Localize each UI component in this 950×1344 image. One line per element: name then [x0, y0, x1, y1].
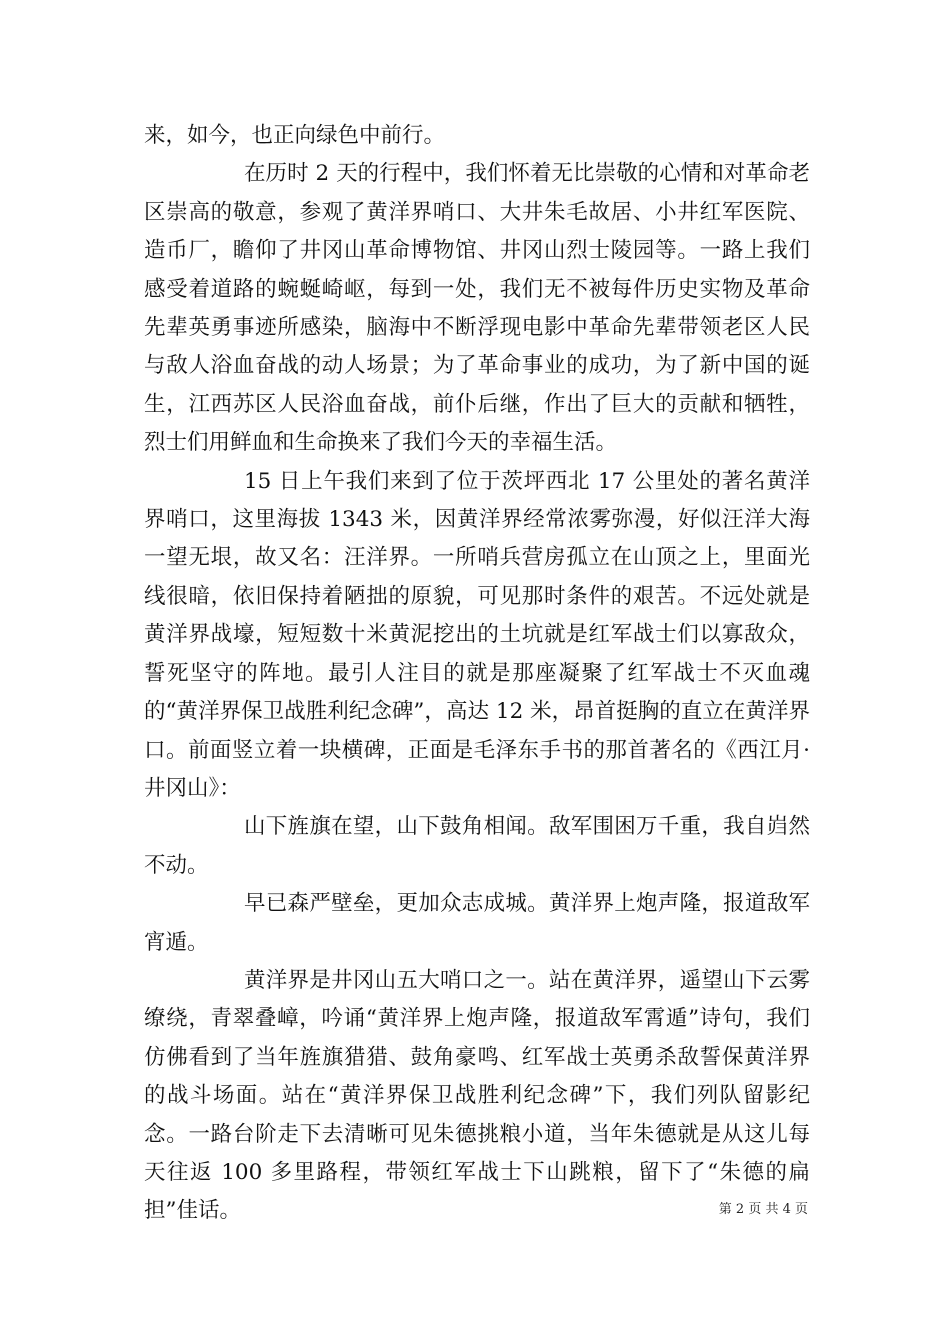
poem-line-1: 山下旌旗在望，山下鼓角相闻。敌军围困万千重，我自岿然不动。: [144, 814, 810, 878]
page-number-footer: 第 2 页 共 4 页: [718, 1202, 808, 1217]
document-body: [144, 117, 810, 1231]
poem-line-2: 早已森严壁垒，更加众志成城。黄洋界上炮声隆，报道敌军宵遁。: [144, 891, 810, 955]
paragraph-trip-overview: 在历时 2 天的行程中，我们怀着无比崇敬的心情和对革命老区崇高的敬意，参观了黄洋界哨口、大井朱毛故居、小井红军医院、造币厂，瞻仰了井冈山革命博物馆、井冈山烈士陵园等。一路上我们感受着道路的蜿蜒崎岖，每到一处，我们无不被每件历史实物及革命先辈英勇事迹所感染，脑海中不断浮现电影中革命先辈带领老区人民与敌人浴血奋战的动人场景；为了革命事业的成功，为了新中国的诞生，江西苏区人民浴血奋战，前仆后继，作出了巨大的贡献和牺牲，烈士们用鲜血和生命换来了我们今天的幸福生活。: [144, 161, 810, 456]
paragraph-huangyangjie-visit: 15 日上午我们来到了位于茨坪西北 17 公里处的著名黄洋界哨口，这里海拔 1343 米，因黄洋界经常浓雾弥漫，好似汪洋大海一望无垠，故又名：汪洋界。一所哨兵营房孤立在山顶之上，里面光线很暗，依旧保持着陋拙的原貌，可见那时条件的艰苦。不远处就是黄洋界战壕，短短数十米黄泥挖出的土坑就是红军战士们以寡敌众，誓死坚守的阵地。最引人注目的就是那座凝聚了红军战士不灭血魂的“黄洋界保卫战胜利纪念碑”，高达 12 米，昂首挺胸的直立在黄洋界口。前面竖立着一块横碑，正面是毛泽东手书的那首著名的《西江月·井冈山》：: [144, 468, 810, 801]
paragraph-continuation: 来，如今，也正向绿色中前行。: [144, 123, 446, 148]
paragraph-sentry-post: 黄洋界是井冈山五大哨口之一。站在黄洋界，遥望山下云雾缭绕，青翠叠嶂，吟诵“黄洋界上炮声隆，报道敌军霄遁”诗句，我们仿佛看到了当年旌旗猎猎、鼓角豪鸣、红军战士英勇杀敌誓保黄洋界的战斗场面。站在“黄洋界保卫战胜利纪念碑”下，我们列队留影纪念。一路台阶走下去清晰可见朱德挑粮小道，当年朱德就是从这儿每天往返 100 多里路程，带领红军战士下山跳粮，留下了“朱德的扁担”佳话。: [144, 967, 810, 1224]
